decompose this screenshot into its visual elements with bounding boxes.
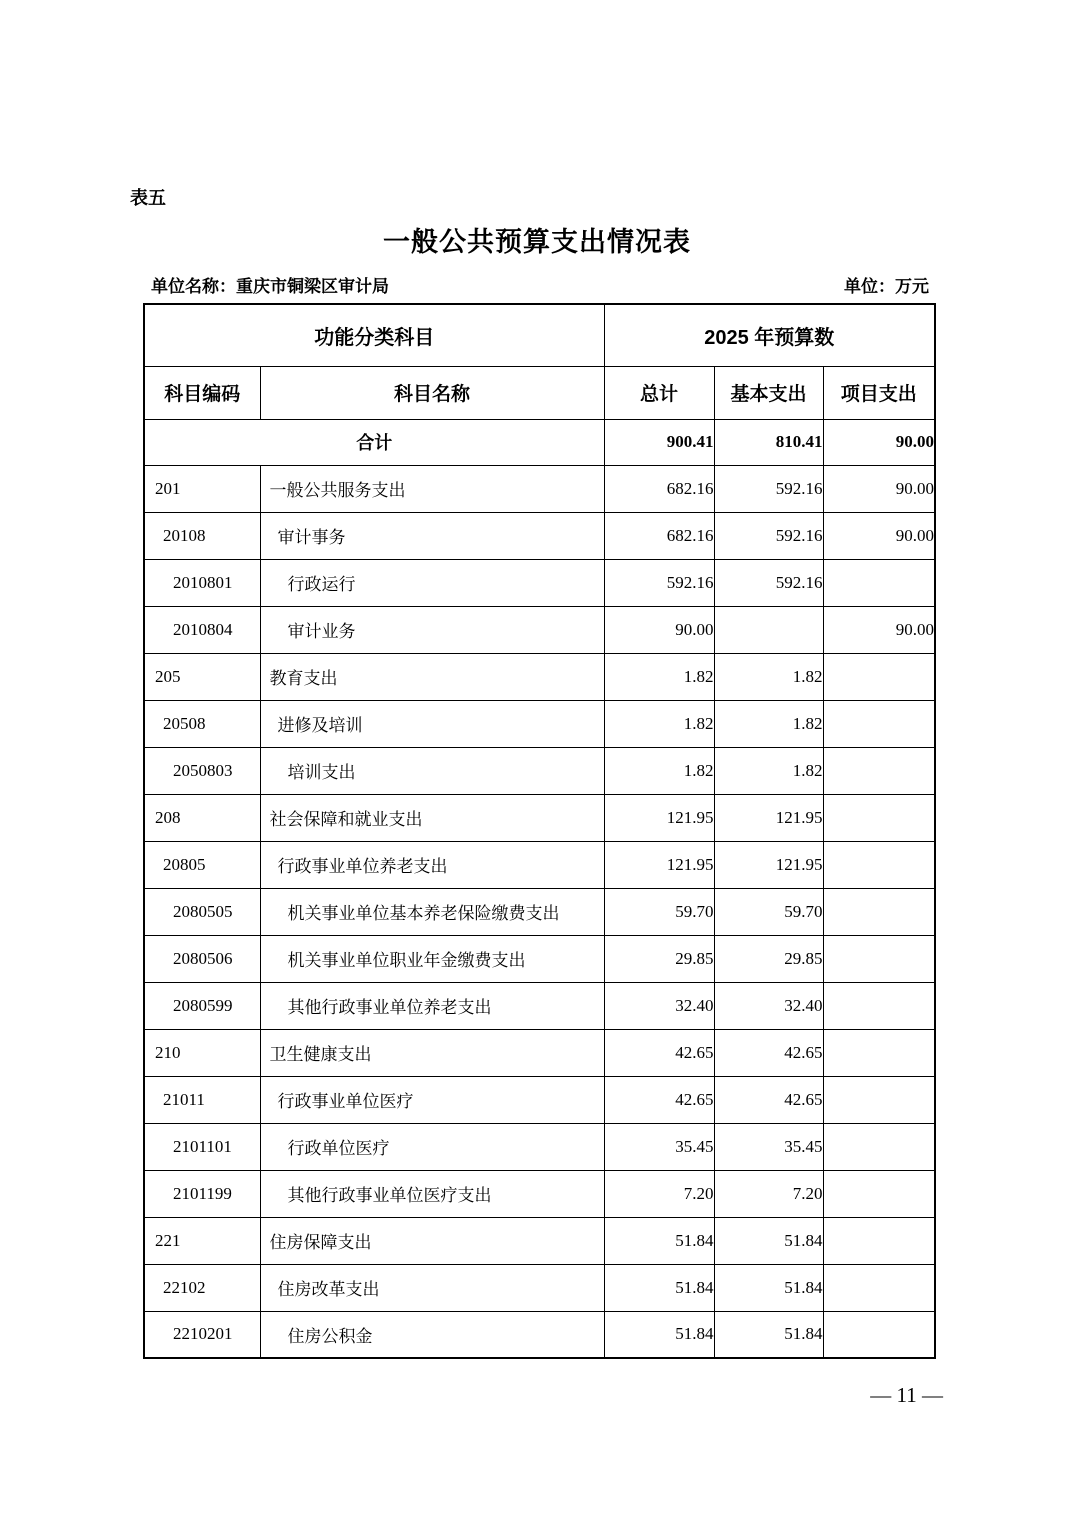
subject-code: 2080506 bbox=[144, 935, 260, 982]
total-value: 42.65 bbox=[604, 1076, 714, 1123]
subject-name: 卫生健康支出 bbox=[260, 1029, 604, 1076]
subject-code: 2010804 bbox=[144, 606, 260, 653]
subject-code: 210 bbox=[144, 1029, 260, 1076]
project-value bbox=[823, 747, 935, 794]
total-value: 121.95 bbox=[604, 794, 714, 841]
basic-value: 42.65 bbox=[714, 1076, 823, 1123]
basic-value: 42.65 bbox=[714, 1029, 823, 1076]
total-value: 51.84 bbox=[604, 1311, 714, 1358]
subject-name: 机关事业单位基本养老保险缴费支出 bbox=[260, 888, 604, 935]
subject-code: 221 bbox=[144, 1217, 260, 1264]
total-value: 35.45 bbox=[604, 1123, 714, 1170]
header-total: 总计 bbox=[604, 366, 714, 419]
grand-total-value: 900.41 bbox=[604, 419, 714, 465]
basic-value: 51.84 bbox=[714, 1311, 823, 1358]
unit-name-label: 单位名称：重庆市铜梁区审计局 bbox=[151, 277, 389, 297]
header-subject-code: 科目编码 bbox=[144, 366, 260, 419]
subject-code: 20108 bbox=[144, 512, 260, 559]
header-subject-name: 科目名称 bbox=[260, 366, 604, 419]
total-value: 32.40 bbox=[604, 982, 714, 1029]
currency-unit-label: 单位：万元 bbox=[844, 277, 929, 297]
subject-code: 2080505 bbox=[144, 888, 260, 935]
subject-name: 行政单位医疗 bbox=[260, 1123, 604, 1170]
total-value: 51.84 bbox=[604, 1264, 714, 1311]
table-row bbox=[144, 1123, 935, 1170]
table-row bbox=[144, 653, 935, 700]
subject-name: 审计业务 bbox=[260, 606, 604, 653]
basic-value: 592.16 bbox=[714, 512, 823, 559]
total-value: 29.85 bbox=[604, 935, 714, 982]
table-row bbox=[144, 1029, 935, 1076]
basic-value: 1.82 bbox=[714, 653, 823, 700]
subject-code: 201 bbox=[144, 465, 260, 512]
basic-value: 1.82 bbox=[714, 747, 823, 794]
subject-name: 机关事业单位职业年金缴费支出 bbox=[260, 935, 604, 982]
total-value: 51.84 bbox=[604, 1217, 714, 1264]
project-value: 90.00 bbox=[823, 465, 935, 512]
project-value: 90.00 bbox=[823, 606, 935, 653]
subject-code: 2050803 bbox=[144, 747, 260, 794]
basic-value: 59.70 bbox=[714, 888, 823, 935]
total-value: 1.82 bbox=[604, 700, 714, 747]
basic-value: 51.84 bbox=[714, 1264, 823, 1311]
basic-value: 7.20 bbox=[714, 1170, 823, 1217]
table-row bbox=[144, 794, 935, 841]
subject-code: 205 bbox=[144, 653, 260, 700]
header-column-row bbox=[144, 366, 935, 419]
subject-name: 一般公共服务支出 bbox=[260, 465, 604, 512]
basic-value: 51.84 bbox=[714, 1217, 823, 1264]
project-value bbox=[823, 653, 935, 700]
total-value: 1.82 bbox=[604, 653, 714, 700]
basic-value: 1.82 bbox=[714, 700, 823, 747]
total-value: 1.82 bbox=[604, 747, 714, 794]
subject-code: 2101101 bbox=[144, 1123, 260, 1170]
project-value bbox=[823, 1217, 935, 1264]
table-row bbox=[144, 841, 935, 888]
table-row bbox=[144, 559, 935, 606]
subject-name: 培训支出 bbox=[260, 747, 604, 794]
header-group-row bbox=[144, 304, 935, 366]
total-value: 592.16 bbox=[604, 559, 714, 606]
total-value: 90.00 bbox=[604, 606, 714, 653]
subject-code: 2101199 bbox=[144, 1170, 260, 1217]
table-row bbox=[144, 465, 935, 512]
project-value bbox=[823, 559, 935, 606]
project-value bbox=[823, 1264, 935, 1311]
basic-value: 35.45 bbox=[714, 1123, 823, 1170]
basic-value: 592.16 bbox=[714, 465, 823, 512]
project-value bbox=[823, 1076, 935, 1123]
budget-table bbox=[143, 303, 936, 1359]
project-value: 90.00 bbox=[823, 512, 935, 559]
total-value: 682.16 bbox=[604, 512, 714, 559]
table-row bbox=[144, 700, 935, 747]
total-value: 42.65 bbox=[604, 1029, 714, 1076]
subject-code: 20805 bbox=[144, 841, 260, 888]
total-value: 682.16 bbox=[604, 465, 714, 512]
project-value bbox=[823, 888, 935, 935]
table-row bbox=[144, 982, 935, 1029]
grand-total-basic-value: 810.41 bbox=[714, 419, 823, 465]
project-value bbox=[823, 841, 935, 888]
table-row bbox=[144, 512, 935, 559]
table-row bbox=[144, 606, 935, 653]
table-row bbox=[144, 888, 935, 935]
subject-name: 教育支出 bbox=[260, 653, 604, 700]
subject-name: 其他行政事业单位医疗支出 bbox=[260, 1170, 604, 1217]
total-value: 7.20 bbox=[604, 1170, 714, 1217]
grand-total-row bbox=[144, 419, 935, 465]
table-row bbox=[144, 935, 935, 982]
basic-value: 29.85 bbox=[714, 935, 823, 982]
project-value bbox=[823, 1170, 935, 1217]
project-value bbox=[823, 1311, 935, 1358]
subject-code: 2010801 bbox=[144, 559, 260, 606]
table-row bbox=[144, 1264, 935, 1311]
basic-value: 32.40 bbox=[714, 982, 823, 1029]
project-value bbox=[823, 935, 935, 982]
basic-value: 592.16 bbox=[714, 559, 823, 606]
table-row bbox=[144, 1170, 935, 1217]
subject-name: 行政事业单位医疗 bbox=[260, 1076, 604, 1123]
subject-name: 进修及培训 bbox=[260, 700, 604, 747]
basic-value: 121.95 bbox=[714, 841, 823, 888]
project-value bbox=[823, 700, 935, 747]
basic-value: 121.95 bbox=[714, 794, 823, 841]
subject-name: 住房保障支出 bbox=[260, 1217, 604, 1264]
subject-code: 2210201 bbox=[144, 1311, 260, 1358]
project-value bbox=[823, 794, 935, 841]
grand-total-project-value: 90.00 bbox=[823, 419, 935, 465]
info-row bbox=[151, 272, 929, 297]
subject-name: 其他行政事业单位养老支出 bbox=[260, 982, 604, 1029]
project-value bbox=[823, 1029, 935, 1076]
table-row bbox=[144, 1311, 935, 1358]
subject-name: 行政事业单位养老支出 bbox=[260, 841, 604, 888]
subject-name: 社会保障和就业支出 bbox=[260, 794, 604, 841]
subject-code: 20508 bbox=[144, 700, 260, 747]
total-value: 59.70 bbox=[604, 888, 714, 935]
subject-name: 行政运行 bbox=[260, 559, 604, 606]
project-value bbox=[823, 982, 935, 1029]
header-basic-expenditure: 基本支出 bbox=[714, 366, 823, 419]
grand-total-label: 合计 bbox=[144, 419, 604, 465]
table-row bbox=[144, 1217, 935, 1264]
subject-code: 21011 bbox=[144, 1076, 260, 1123]
header-project-expenditure: 项目支出 bbox=[823, 366, 935, 419]
total-value: 121.95 bbox=[604, 841, 714, 888]
subject-name: 住房公积金 bbox=[260, 1311, 604, 1358]
page-title: 一般公共预算支出情况表 bbox=[383, 227, 691, 257]
table-row bbox=[144, 747, 935, 794]
subject-code: 2080599 bbox=[144, 982, 260, 1029]
subject-name: 住房改革支出 bbox=[260, 1264, 604, 1311]
page-number: — 11 — bbox=[870, 1383, 943, 1407]
subject-code: 22102 bbox=[144, 1264, 260, 1311]
table-row bbox=[144, 1076, 935, 1123]
subject-name: 审计事务 bbox=[260, 512, 604, 559]
header-function-classification: 功能分类科目 bbox=[144, 304, 604, 366]
basic-value bbox=[714, 606, 823, 653]
project-value bbox=[823, 1123, 935, 1170]
subject-code: 208 bbox=[144, 794, 260, 841]
table-number-label: 表五 bbox=[130, 188, 166, 209]
header-budget-2025: 2025 年预算数 bbox=[604, 304, 935, 366]
